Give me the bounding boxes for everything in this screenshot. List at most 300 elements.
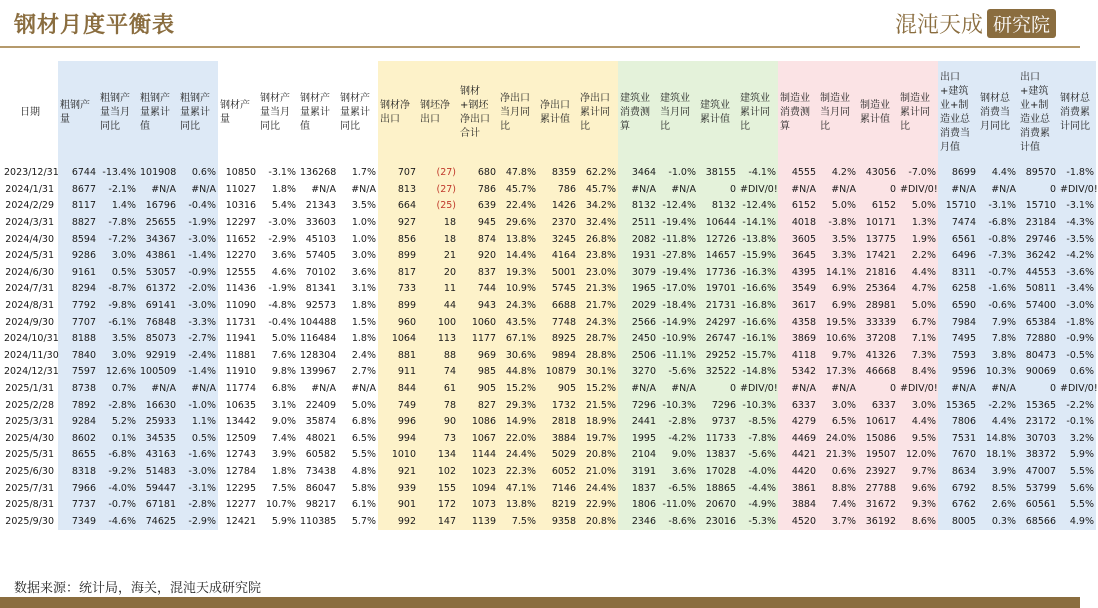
table-cell: 13.8%	[498, 497, 538, 514]
table-cell: 3079	[618, 265, 658, 282]
table-cell: 5.7%	[338, 513, 378, 530]
table-cell: -0.1%	[1058, 414, 1096, 431]
table-cell: 1094	[458, 480, 498, 497]
table-cell: 1064	[378, 331, 418, 348]
table-cell: 0.6%	[1058, 364, 1096, 381]
table-cell: 1.8%	[258, 464, 298, 481]
table-cell: 8311	[938, 265, 978, 282]
row-date: 2025/8/31	[2, 497, 58, 514]
table-cell: 7597	[58, 364, 98, 381]
table-cell: #N/A	[338, 182, 378, 199]
table-cell: 21.0%	[578, 464, 618, 481]
table-cell: -3.0%	[178, 464, 218, 481]
table-cell: 12.0%	[898, 447, 938, 464]
table-cell: 1.1%	[178, 414, 218, 431]
table-cell: -3.8%	[818, 215, 858, 232]
table-cell: 36192	[858, 513, 898, 530]
table-row	[2, 314, 1096, 331]
table-cell: 0.7%	[98, 381, 138, 398]
table-cell: 905	[458, 381, 498, 398]
table-row	[2, 265, 1096, 282]
table-cell: 9.7%	[898, 464, 938, 481]
table-cell: 6337	[778, 397, 818, 414]
table-cell: 856	[378, 231, 418, 248]
table-cell: 2.2%	[898, 248, 938, 265]
table-row	[2, 414, 1096, 431]
table-cell: 3.1%	[338, 281, 378, 298]
table-cell: 2082	[618, 231, 658, 248]
table-cell: #N/A	[618, 381, 658, 398]
table-cell: 5.8%	[338, 480, 378, 497]
table-cell: 3464	[618, 165, 658, 182]
table-row	[2, 513, 1096, 530]
table-cell: 3.8%	[978, 348, 1018, 365]
table-row	[2, 165, 1096, 182]
table-cell: 7146	[538, 480, 578, 497]
table-cell: 1.8%	[338, 298, 378, 315]
table-cell: 10.3%	[978, 364, 1018, 381]
column-header: 出口+建筑业+制造业总消费累计值	[1018, 61, 1058, 165]
column-header: 建筑业消费测算	[618, 61, 658, 165]
table-cell: 7495	[938, 331, 978, 348]
table-cell: 1.3%	[898, 215, 938, 232]
table-cell: 5029	[538, 447, 578, 464]
table-cell: 23.8%	[578, 248, 618, 265]
table-cell: 10644	[698, 215, 738, 232]
table-cell: 24.4%	[498, 447, 538, 464]
table-cell: 29252	[698, 348, 738, 365]
row-date: 2024/4/30	[2, 231, 58, 248]
table-cell: -7.8%	[98, 215, 138, 232]
table-cell: -16.3%	[738, 265, 778, 282]
table-cell: 90	[418, 414, 458, 431]
column-header: 净出口累计值	[538, 61, 578, 165]
table-cell: -7.0%	[898, 165, 938, 182]
column-header: 粗钢产量当月同比	[98, 61, 138, 165]
table-row	[2, 198, 1096, 215]
table-cell: -2.8%	[658, 414, 698, 431]
table-cell: 12270	[218, 248, 258, 265]
table-cell: #DIV/0!	[898, 381, 938, 398]
column-header: 钢材总消费累计同比	[1058, 61, 1096, 165]
table-cell: 6258	[938, 281, 978, 298]
table-cell: 155	[418, 480, 458, 497]
table-cell: 61	[418, 381, 458, 398]
table-cell: 1732	[538, 397, 578, 414]
table-cell: 3.0%	[338, 248, 378, 265]
table-cell: -11.1%	[658, 348, 698, 365]
table-cell: 985	[458, 364, 498, 381]
table-cell: 1426	[538, 198, 578, 215]
column-header: 粗钢产量	[58, 61, 98, 165]
table-cell: 3884	[538, 431, 578, 448]
table-cell: 8738	[58, 381, 98, 398]
table-cell: 80473	[1018, 348, 1058, 365]
table-cell: 12421	[218, 513, 258, 530]
table-cell: 18	[418, 215, 458, 232]
column-header: 出口+建筑业+制造业总消费当月值	[938, 61, 978, 165]
table-cell: 13775	[858, 231, 898, 248]
table-cell: 7707	[58, 314, 98, 331]
table-cell: 3191	[618, 464, 658, 481]
table-cell: 15365	[938, 397, 978, 414]
table-cell: 3.7%	[818, 513, 858, 530]
table-cell: 0	[698, 182, 738, 199]
row-date: 2023/12/31	[2, 165, 58, 182]
table-cell: 8594	[58, 231, 98, 248]
table-cell: 3605	[778, 231, 818, 248]
table-cell: -0.4%	[178, 198, 218, 215]
table-cell: 15365	[1018, 397, 1058, 414]
table-cell: 16630	[138, 397, 178, 414]
table-cell: 29.3%	[498, 397, 538, 414]
row-date: 2025/1/31	[2, 381, 58, 398]
table-cell: 3861	[778, 480, 818, 497]
table-cell: 23016	[698, 513, 738, 530]
table-cell: 6.5%	[818, 414, 858, 431]
table-cell: 13837	[698, 447, 738, 464]
table-cell: 17.3%	[818, 364, 858, 381]
table-cell: 26.8%	[578, 231, 618, 248]
table-cell: 9.6%	[898, 480, 938, 497]
table-cell: -16.1%	[738, 331, 778, 348]
table-row	[2, 248, 1096, 265]
table-cell: 88	[418, 348, 458, 365]
table-cell: 4.6%	[258, 265, 298, 282]
table-cell: 12277	[218, 497, 258, 514]
table-cell: 26747	[698, 331, 738, 348]
table-cell: 8359	[538, 165, 578, 182]
table-cell: 100	[418, 314, 458, 331]
table-cell: #N/A	[298, 381, 338, 398]
table-cell: 36242	[1018, 248, 1058, 265]
table-cell: 786	[458, 182, 498, 199]
table-cell: -7.3%	[978, 248, 1018, 265]
table-cell: 9.8%	[258, 364, 298, 381]
table-cell: 905	[538, 381, 578, 398]
table-cell: 749	[378, 397, 418, 414]
table-cell: -14.1%	[738, 215, 778, 232]
table-cell: #N/A	[938, 381, 978, 398]
table-row	[2, 364, 1096, 381]
table-cell: 86047	[298, 480, 338, 497]
table-cell: 11652	[218, 231, 258, 248]
table-cell: 3270	[618, 364, 658, 381]
table-cell: 1.4%	[98, 198, 138, 215]
table-cell: 9894	[538, 348, 578, 365]
table-cell: -2.0%	[178, 281, 218, 298]
table-cell: 7.3%	[898, 348, 938, 365]
table-cell: 20.8%	[578, 447, 618, 464]
table-cell: 7531	[938, 431, 978, 448]
table-cell: -11.0%	[658, 497, 698, 514]
table-cell: 24.3%	[578, 314, 618, 331]
table-cell: -3.1%	[178, 480, 218, 497]
table-cell: 3.6%	[658, 464, 698, 481]
table-cell: 844	[378, 381, 418, 398]
table-cell: -4.0%	[738, 464, 778, 481]
table-cell: 1995	[618, 431, 658, 448]
table-cell: 47.1%	[498, 480, 538, 497]
table-cell: 9596	[938, 364, 978, 381]
table-cell: 41326	[858, 348, 898, 365]
table-cell: -16.6%	[738, 314, 778, 331]
table-cell: 0	[858, 381, 898, 398]
column-header: 建筑业累计值	[698, 61, 738, 165]
table-cell: 8005	[938, 513, 978, 530]
logo-text-right: 研究院	[987, 9, 1056, 38]
table-cell: 21.3%	[578, 281, 618, 298]
table-cell: 73438	[298, 464, 338, 481]
table-cell: 7.9%	[978, 314, 1018, 331]
table-cell: 11	[418, 281, 458, 298]
table-cell: 5745	[538, 281, 578, 298]
table-cell: 67.1%	[498, 331, 538, 348]
table-cell: -5.6%	[658, 364, 698, 381]
table-cell: 8.6%	[898, 513, 938, 530]
table-cell: #N/A	[138, 381, 178, 398]
column-header: 建筑业累计同比	[738, 61, 778, 165]
table-cell: 1806	[618, 497, 658, 514]
table-cell: 30.6%	[498, 348, 538, 365]
table-cell: 12784	[218, 464, 258, 481]
table-cell: 5001	[538, 265, 578, 282]
table-cell: 3.0%	[98, 348, 138, 365]
table-cell: 17736	[698, 265, 738, 282]
table-cell: 7593	[938, 348, 978, 365]
row-date: 2024/6/30	[2, 265, 58, 282]
table-cell: 5342	[778, 364, 818, 381]
table-cell: -18.4%	[658, 298, 698, 315]
table-cell: 33603	[298, 215, 338, 232]
table-cell: 92919	[138, 348, 178, 365]
table-cell: 12297	[218, 215, 258, 232]
column-header-date: 日期	[2, 61, 58, 165]
table-cell: 1.5%	[338, 314, 378, 331]
table-cell: 3884	[778, 497, 818, 514]
table-cell: 3645	[778, 248, 818, 265]
table-cell: 67181	[138, 497, 178, 514]
table-cell: -14.8%	[738, 364, 778, 381]
table-cell: 100509	[138, 364, 178, 381]
table-cell: 680	[458, 165, 498, 182]
table-cell: (27)	[418, 165, 458, 182]
table-cell: 7.5%	[498, 513, 538, 530]
title-divider	[0, 46, 1080, 48]
column-header: 建筑业当月同比	[658, 61, 698, 165]
table-cell: 6152	[778, 198, 818, 215]
table-cell: -3.0%	[258, 215, 298, 232]
table-cell: 5.0%	[898, 298, 938, 315]
table-cell: 4395	[778, 265, 818, 282]
table-cell: 7892	[58, 397, 98, 414]
table-cell: 10.9%	[498, 281, 538, 298]
table-cell: 37208	[858, 331, 898, 348]
table-cell: 8634	[938, 464, 978, 481]
table-cell: -4.2%	[1058, 248, 1096, 265]
table-cell: 6.8%	[258, 381, 298, 398]
table-cell: 12.6%	[98, 364, 138, 381]
table-cell: 2566	[618, 314, 658, 331]
table-cell: 12509	[218, 431, 258, 448]
table-cell: 28981	[858, 298, 898, 315]
row-date: 2024/8/31	[2, 298, 58, 315]
column-header: 净出口当月同比	[498, 61, 538, 165]
table-row	[2, 431, 1096, 448]
table-cell: 30.1%	[578, 364, 618, 381]
table-cell: 21343	[298, 198, 338, 215]
table-cell: #N/A	[818, 182, 858, 199]
table-cell: 8925	[538, 331, 578, 348]
table-cell: 25933	[138, 414, 178, 431]
table-cell: 5.5%	[338, 447, 378, 464]
table-cell: -1.0%	[178, 397, 218, 414]
table-cell: 23927	[858, 464, 898, 481]
table-cell: 4555	[778, 165, 818, 182]
table-cell: -9.2%	[98, 464, 138, 481]
table-cell: 921	[378, 464, 418, 481]
table-cell: 7.8%	[978, 331, 1018, 348]
table-cell: 6337	[858, 397, 898, 414]
table-cell: -14.9%	[658, 314, 698, 331]
table-cell: -3.3%	[178, 314, 218, 331]
table-cell: 1837	[618, 480, 658, 497]
table-cell: 34367	[138, 231, 178, 248]
table-cell: -4.1%	[738, 165, 778, 182]
table-cell: 21.3%	[818, 447, 858, 464]
table-cell: 813	[378, 182, 418, 199]
table-row	[2, 447, 1096, 464]
table-cell: #N/A	[658, 381, 698, 398]
table-cell: 7984	[938, 314, 978, 331]
table-cell: 4520	[778, 513, 818, 530]
table-cell: 4.4%	[978, 414, 1018, 431]
table-cell: 61372	[138, 281, 178, 298]
table-cell: 139967	[298, 364, 338, 381]
table-cell: -3.5%	[1058, 231, 1096, 248]
table-cell: 2441	[618, 414, 658, 431]
column-header: 制造业累计同比	[898, 61, 938, 165]
table-cell: -0.7%	[98, 497, 138, 514]
table-cell: 60561	[1018, 497, 1058, 514]
table-cell: -19.4%	[658, 265, 698, 282]
table-cell: 89570	[1018, 165, 1058, 182]
table-cell: 4358	[778, 314, 818, 331]
table-cell: -13.4%	[98, 165, 138, 182]
table-cell: -1.6%	[178, 447, 218, 464]
table-cell: -3.0%	[178, 298, 218, 315]
table-cell: 72880	[1018, 331, 1058, 348]
table-cell: 4469	[778, 431, 818, 448]
table-cell: 18.9%	[578, 414, 618, 431]
table-cell: 5.0%	[818, 198, 858, 215]
table-cell: #N/A	[978, 182, 1018, 199]
table-cell: 74625	[138, 513, 178, 530]
bottom-bar	[0, 597, 1080, 608]
table-cell: -0.5%	[1058, 348, 1096, 365]
table-cell: 9.5%	[898, 431, 938, 448]
table-cell: 7296	[698, 397, 738, 414]
table-cell: 8.4%	[898, 364, 938, 381]
table-cell: 12295	[218, 480, 258, 497]
table-cell: #N/A	[778, 381, 818, 398]
table-cell: #N/A	[178, 381, 218, 398]
table-cell: 3.6%	[258, 248, 298, 265]
row-date: 2025/9/30	[2, 513, 58, 530]
table-cell: 7840	[58, 348, 98, 365]
table-cell: 19.5%	[818, 314, 858, 331]
table-cell: -1.8%	[1058, 314, 1096, 331]
table-cell: -16.6%	[738, 281, 778, 298]
table-cell: 43.5%	[498, 314, 538, 331]
table-cell: 786	[538, 182, 578, 199]
table-cell: 8132	[698, 198, 738, 215]
column-header: 钢坯净出口	[418, 61, 458, 165]
table-cell: #N/A	[178, 182, 218, 199]
table-cell: -4.8%	[258, 298, 298, 315]
table-cell: 1139	[458, 513, 498, 530]
row-date: 2024/3/31	[2, 215, 58, 232]
table-cell: 12555	[218, 265, 258, 282]
table-cell: 0.1%	[98, 431, 138, 448]
table-cell: #DIV/0!	[898, 182, 938, 199]
table-cell: 1177	[458, 331, 498, 348]
table-cell: -0.4%	[258, 314, 298, 331]
table-cell: 10171	[858, 215, 898, 232]
table-cell: -3.4%	[1058, 281, 1096, 298]
table-cell: 3.5%	[338, 198, 378, 215]
table-cell: 101908	[138, 165, 178, 182]
table-cell: 128304	[298, 348, 338, 365]
table-cell: 2.6%	[978, 497, 1018, 514]
table-cell: -7.8%	[738, 431, 778, 448]
table-cell: 0.5%	[98, 265, 138, 282]
table-cell: 20.8%	[578, 513, 618, 530]
table-cell: 4.8%	[338, 464, 378, 481]
column-header: 钢材产量累计同比	[338, 61, 378, 165]
table-cell: 3.9%	[978, 464, 1018, 481]
table-cell: 15710	[938, 198, 978, 215]
table-cell: 22.3%	[498, 464, 538, 481]
table-cell: 90069	[1018, 364, 1058, 381]
table-cell: 8827	[58, 215, 98, 232]
table-cell: 3245	[538, 231, 578, 248]
table-cell: 0.6%	[178, 165, 218, 182]
table-cell: 1010	[378, 447, 418, 464]
table-cell: -4.0%	[98, 480, 138, 497]
table-cell: -12.4%	[738, 198, 778, 215]
table-cell: 0.6%	[818, 464, 858, 481]
table-cell: -5.6%	[738, 447, 778, 464]
table-cell: 3.1%	[258, 397, 298, 414]
table-cell: 10316	[218, 198, 258, 215]
table-cell: -2.9%	[178, 513, 218, 530]
table-cell: 32522	[698, 364, 738, 381]
table-cell: -0.6%	[978, 298, 1018, 315]
table-row	[2, 215, 1096, 232]
table-cell: 6.5%	[338, 431, 378, 448]
table-cell: 116484	[298, 331, 338, 348]
table-cell: 57400	[1018, 298, 1058, 315]
table-cell: 65384	[1018, 314, 1058, 331]
table-cell: 5.2%	[98, 414, 138, 431]
table-cell: 8294	[58, 281, 98, 298]
table-cell: 9.0%	[658, 447, 698, 464]
table-cell: 8.5%	[978, 480, 1018, 497]
table-cell: -6.8%	[98, 447, 138, 464]
table-cell: -11.8%	[658, 231, 698, 248]
table-cell: 16796	[138, 198, 178, 215]
